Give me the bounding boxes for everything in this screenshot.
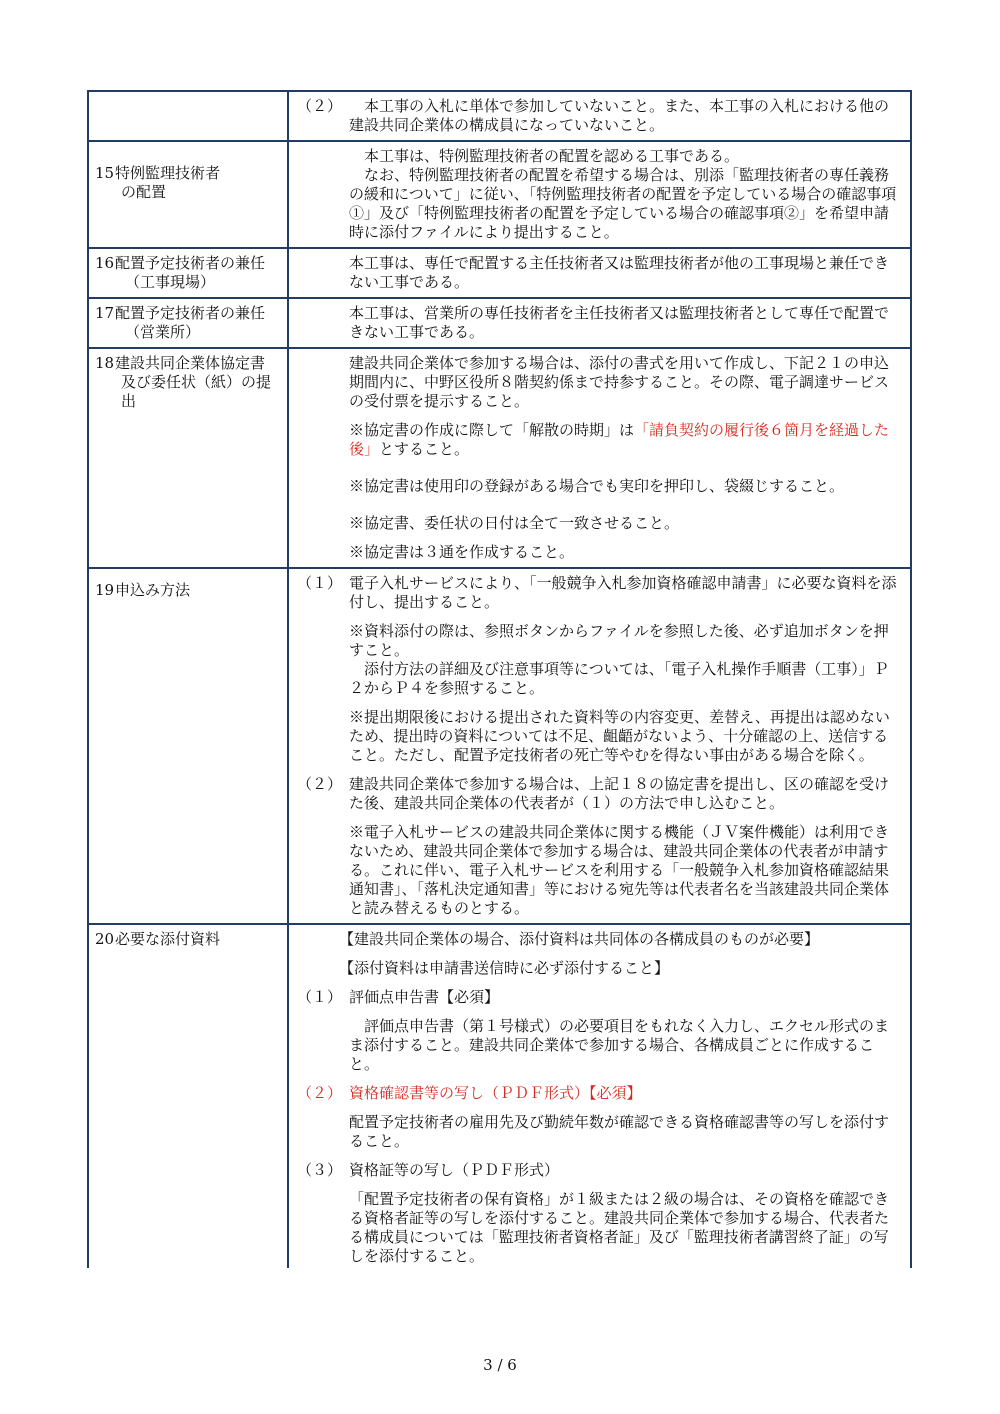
row-label-line: 建設共同企業体協定書	[115, 354, 266, 372]
item-marker: （２）	[297, 1084, 343, 1102]
note: ※協定書は使用印の登録がある場合でも実印を押印し、袋綴じすること。	[349, 477, 845, 495]
row-label-line: の配置	[121, 183, 167, 201]
table-row	[88, 924, 911, 1268]
item-text: 評価点申告書（第１号様式）の必要項目をもれなく入力し、エクセル形式のまま添付すること。建設共同企業体で参加する場合、各構成員ごとに作成すること。	[349, 1017, 890, 1073]
row-number: 15	[95, 164, 115, 182]
item-marker: （１）	[297, 574, 343, 592]
item-marker: （２）	[297, 97, 343, 115]
table-row	[88, 298, 911, 348]
row-label-cell	[88, 141, 288, 248]
row-content-cell	[288, 298, 911, 348]
row-content-cell	[288, 924, 911, 1268]
table-row	[88, 91, 911, 141]
row-label-line: 配置予定技術者の兼任	[115, 254, 266, 272]
table-row	[88, 248, 911, 298]
row-number: 16	[95, 254, 115, 272]
row-number: 18	[95, 354, 115, 372]
page-number: 3 / 6	[483, 1356, 517, 1374]
row-content-cell	[288, 141, 911, 248]
row-content-cell	[288, 568, 911, 924]
row-number: 20	[95, 930, 115, 948]
row-content-cell	[288, 91, 911, 141]
note: 添付方法の詳細及び注意事項等については、「電子入札操作手順書（工事）」Ｐ２からＰ４を参照すること。	[349, 660, 889, 697]
row-label-line: 及び委任状（紙）の提	[121, 373, 272, 391]
paragraph: 本工事は、営業所の専任技術者を主任技術者又は監理技術者として専任で配置できない工事である。	[349, 304, 890, 341]
row-content-cell	[288, 348, 911, 568]
row-label-cell	[88, 568, 288, 924]
table-row	[88, 141, 911, 248]
heading-note: 【建設共同企業体の場合、添付資料は共同体の各構成員のものが必要】	[339, 930, 820, 948]
paragraph: 本工事は、特例監理技術者の配置を認める工事である。	[349, 147, 740, 165]
item-text: 建設共同企業体で参加する場合は、上記１８の協定書を提出し、区の確認を受けた後、建設共同企業体の代表者が（１）の方法で申し込むこと。	[349, 775, 890, 812]
note-highlight: 「請負契約の履行後６箇月を経過した後」	[349, 421, 890, 458]
note: ※協定書の作成に際して「解散の時期」は	[349, 421, 635, 439]
conditions-table	[87, 90, 912, 1268]
row-label-cell	[88, 348, 288, 568]
row-number: 19	[95, 581, 115, 599]
row-content-cell	[288, 248, 911, 298]
row-label-line: 配置予定技術者の兼任	[115, 304, 266, 322]
row-label-line: （営業所）	[125, 323, 201, 341]
paragraph: なお、特例監理技術者の配置を希望する場合は、別添「監理技術者の専任義務の緩和について」に従い、「特例監理技術者の配置を予定している場合の確認事項①」及び「特例監理技術者の配置を予定している場合の確認事項②」を希望申請時に添付ファイルにより提出すること。	[349, 166, 897, 241]
row-label-cell	[88, 248, 288, 298]
note: とすること。	[379, 440, 470, 458]
note: ※提出期限後における提出された資料等の内容変更、差替え、再提出は認めないため、提出時の資料については不足、齟齬がないよう、十分確認の上、送信すること。ただし、配置予定技術者の死亡等やむを得ない事由がある場合を除く。	[349, 708, 890, 764]
note: ※協定書は３通を作成すること。	[349, 543, 575, 561]
table-row	[88, 348, 911, 568]
row-number: 17	[95, 304, 115, 322]
table-row	[88, 568, 911, 924]
row-label-cell	[88, 91, 288, 141]
item-text: 電子入札サービスにより、「一般競争入札参加資格確認申請書」に必要な資料を添付し、提出すること。	[349, 574, 897, 611]
note: ※協定書、委任状の日付は全て一致させること。	[349, 514, 680, 532]
item-title: 評価点申告書【必須】	[349, 988, 500, 1006]
item-marker: （２）	[297, 775, 343, 793]
item-marker: （３）	[297, 1161, 343, 1179]
item-title: 資格確認書等の写し（ＰＤＦ形式）【必須】	[349, 1084, 642, 1102]
row-label-cell	[88, 298, 288, 348]
note: ※電子入札サービスの建設共同企業体に関する機能（ＪＶ案件機能）は利用できないため、建設共同企業体で参加する場合は、建設共同企業体の代表者が申請する。これに伴い、電子入札サービスを利用する「一般競争入札参加資格確認結果通知書」、「落札決定通知書」等における宛先等は代表者名を当該建設共同企業体と読み替えるものとする。	[349, 823, 890, 917]
row-label-line: 出	[121, 392, 137, 410]
row-label-cell	[88, 924, 288, 1268]
paragraph: 本工事は、専任で配置する主任技術者又は監理技術者が他の工事現場と兼任できない工事である。	[349, 254, 890, 291]
heading-note: 【添付資料は申請書送信時に必ず添付すること】	[339, 959, 670, 977]
paragraph: 建設共同企業体で参加する場合は、添付の書式を用いて作成し、下記２１の申込期間内に、中野区役所８階契約係まで持参すること。その際、電子調達サービスの受付票を提示すること。	[349, 354, 890, 410]
item-text: 本工事の入札に単体で参加していないこと。また、本工事の入札における他の建設共同企業体の構成員になっていないこと。	[349, 97, 890, 134]
item-marker: （１）	[297, 988, 343, 1006]
row-label-line: （工事現場）	[125, 273, 216, 291]
note: ※資料添付の際は、参照ボタンからファイルを参照した後、必ず追加ボタンを押すこと。	[349, 622, 889, 659]
item-text: 配置予定技術者の雇用先及び勤続年数が確認できる資格確認書等の写しを添付すること。	[349, 1113, 890, 1150]
row-label-line: 特例監理技術者	[115, 164, 221, 182]
item-text: 「配置予定技術者の保有資格」が１級または２級の場合は、その資格を確認できる資格者証等の写しを添付すること。建設共同企業体で参加する場合、代表者たる構成員については「監理技術者資格者証」及び「監理技術者講習終了証」の写しを添付すること。	[349, 1190, 890, 1265]
item-title: 資格証等の写し（ＰＤＦ形式）	[349, 1161, 560, 1179]
row-label-line: 申込み方法	[115, 581, 191, 599]
row-label-line: 必要な添付資料	[115, 930, 221, 948]
